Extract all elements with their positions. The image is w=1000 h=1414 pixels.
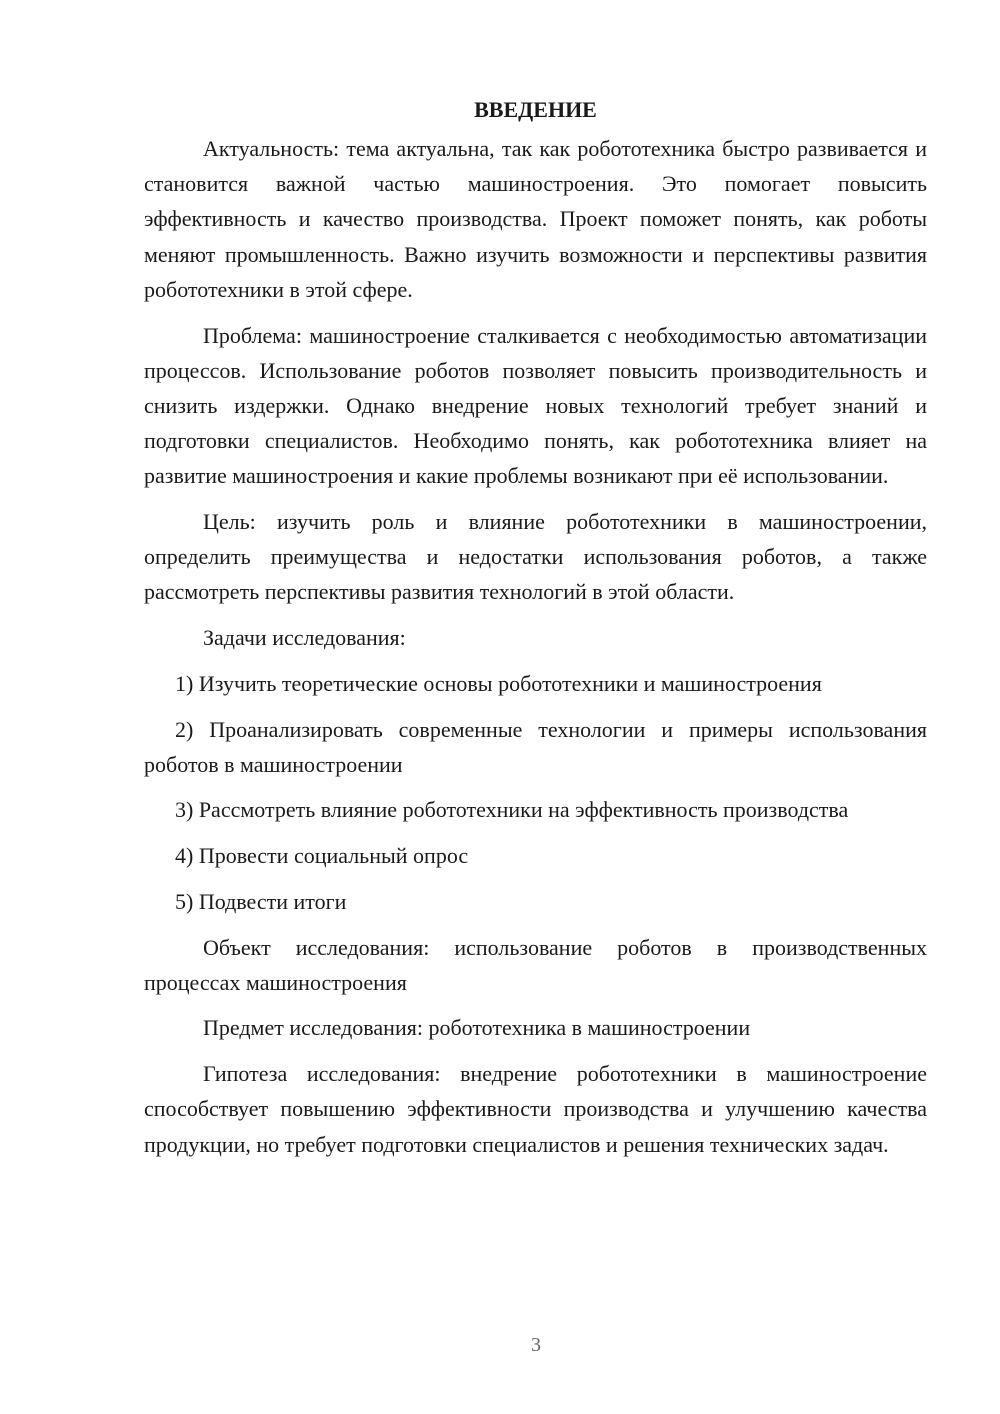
problem-paragraph: Проблема: машиностроение сталкивается с необходимостью автоматизации процессов. Использование роботов позволяет повысить производительность и снизить издержки. Однако внедрение новых технологий требует знаний и подготовки специалистов. Необходимо понять, как робототехника влияет на развитие машиностроения и какие проблемы возникают при её использовании. <box>144 322 927 489</box>
section-title: ВВЕДЕНИЕ <box>474 97 597 122</box>
tasks-heading: Задачи исследования: <box>203 625 406 651</box>
goal-paragraph: Цель: изучить роль и влияние робототехники в машиностроении, определить преимущества и недостатки использования роботов, а также рассмотреть перспективы развития технологий в этой области. <box>144 509 927 605</box>
subject-paragraph: Предмет исследования: робототехника в машиностроении <box>203 1015 751 1041</box>
task-item-1: 1) Изучить теоретические основы робототехники и машиностроения <box>175 670 822 696</box>
relevance-paragraph: Актуальность: тема актуальна, так как робототехника быстро развивается и становится важной частью машиностроения. Это помогает повысить эффективность и качество производства. Проект поможет понять, как роботы меняют промышленность. Важно изучить возможности и перспективы развития робототехники в этой сфере. <box>144 136 927 302</box>
task-item-2: 2) Проанализировать современные технологии и примеры использования роботов в машиностроении <box>144 716 927 777</box>
object-paragraph: Объект исследования: использование роботов в производственных процессах машиностроения <box>144 934 927 995</box>
task-item-4: 4) Провести социальный опрос <box>175 843 469 869</box>
page-number: 3 <box>531 1334 541 1356</box>
task-item-3: 3) Рассмотреть влияние робототехники на эффективность производства <box>175 797 849 823</box>
document-page <box>144 92 927 1172</box>
task-item-5: 5) Подвести итоги <box>175 888 347 914</box>
hypothesis-paragraph: Гипотеза исследования: внедрение робототехники в машиностроение способствует повышению эффективности производства и улучшению качества продукции, но требует подготовки специалистов и решения технических задач. <box>144 1061 927 1157</box>
